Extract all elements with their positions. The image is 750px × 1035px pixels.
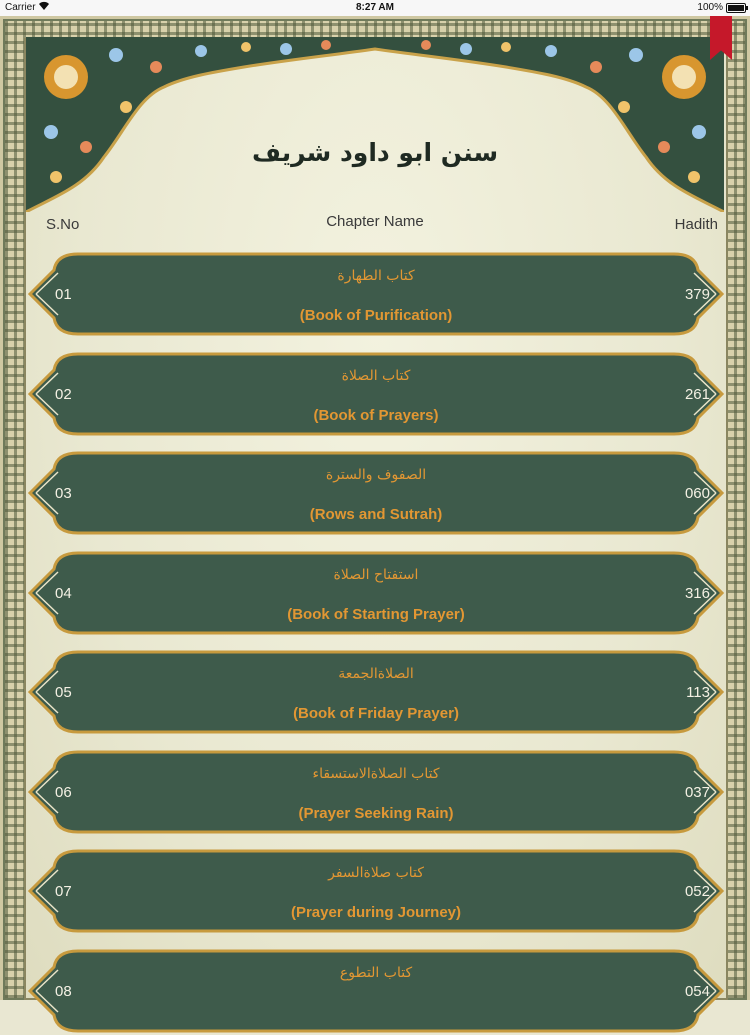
page-title: سنن ابو داود شریف <box>251 138 499 167</box>
hadith-count: 316 <box>684 584 710 602</box>
battery-percent: 100% <box>697 2 723 13</box>
chapter-row[interactable] <box>20 648 732 736</box>
chapter-number: 07 <box>55 883 72 900</box>
chapter-title-arabic: كتاب صلاةالسفر <box>328 865 424 881</box>
status-time: 8:27 AM <box>356 2 394 13</box>
hadith-count: 037 <box>684 783 710 801</box>
chapter-title-english: (Prayer during Journey) <box>290 904 462 921</box>
chapter-title-english: (Book of Prayers) <box>313 406 439 424</box>
chapter-row-frame <box>20 250 732 338</box>
chapter-title-arabic: كتاب الطهارة <box>337 268 415 284</box>
chapter-row[interactable] <box>20 449 732 537</box>
chapter-row-frame <box>20 648 732 736</box>
chapter-row[interactable] <box>20 847 732 935</box>
chapter-number: 08 <box>55 982 72 1000</box>
chapter-title-english: (Prayer Seeking Rain) <box>298 804 454 822</box>
chapter-number: 05 <box>55 684 72 701</box>
chapter-number: 04 <box>55 584 72 602</box>
hadith-count: 379 <box>684 286 710 303</box>
column-header-hadith: Hadith <box>674 216 718 233</box>
chapter-title-arabic: الصفوف والسترة <box>325 467 427 483</box>
chapter-row-frame <box>20 350 732 438</box>
carrier-label: Carrier <box>5 2 36 13</box>
chapter-number: 06 <box>55 783 72 801</box>
chapter-row-frame <box>20 748 732 836</box>
chapter-title-arabic: كتاب الصلاةالاستسقاء <box>312 765 440 782</box>
chapter-title-arabic: كتاب التطوع <box>339 964 413 981</box>
hadith-count: 052 <box>684 883 710 900</box>
chapter-row[interactable] <box>20 350 732 438</box>
chapter-title-english: (Book of Purification) <box>299 307 453 324</box>
chapter-title-english: (Book of Starting Prayer) <box>287 605 465 623</box>
chapter-title-english: (Rows and Sutrah) <box>309 506 443 523</box>
chapter-title-arabic: كتاب الصلاة <box>341 367 411 384</box>
hadith-count: 060 <box>684 485 710 502</box>
chapter-row[interactable] <box>20 549 732 637</box>
chapter-row-frame <box>20 549 732 637</box>
chapter-row-frame <box>20 847 732 935</box>
chapter-number: 03 <box>55 485 72 502</box>
chapter-row[interactable] <box>20 748 732 836</box>
hadith-count: 054 <box>684 982 710 1000</box>
chapter-title-english: (Book of Friday Prayer) <box>293 705 459 722</box>
column-header-chapter: Chapter Name <box>326 213 424 230</box>
hadith-count: 113 <box>686 684 710 701</box>
chapter-row-frame <box>20 947 732 1035</box>
chapter-title-arabic: الصلاةالجمعة <box>338 666 414 682</box>
chapter-number: 01 <box>55 286 72 303</box>
chapter-row-frame <box>20 449 732 537</box>
chapter-title-arabic: استفتاح الصلاة <box>333 566 419 583</box>
column-header-sno: S.No <box>46 216 80 233</box>
hadith-count: 261 <box>684 385 710 403</box>
chapter-number: 02 <box>55 385 72 403</box>
chapter-row[interactable] <box>20 250 732 338</box>
chapter-row[interactable] <box>20 947 732 1035</box>
